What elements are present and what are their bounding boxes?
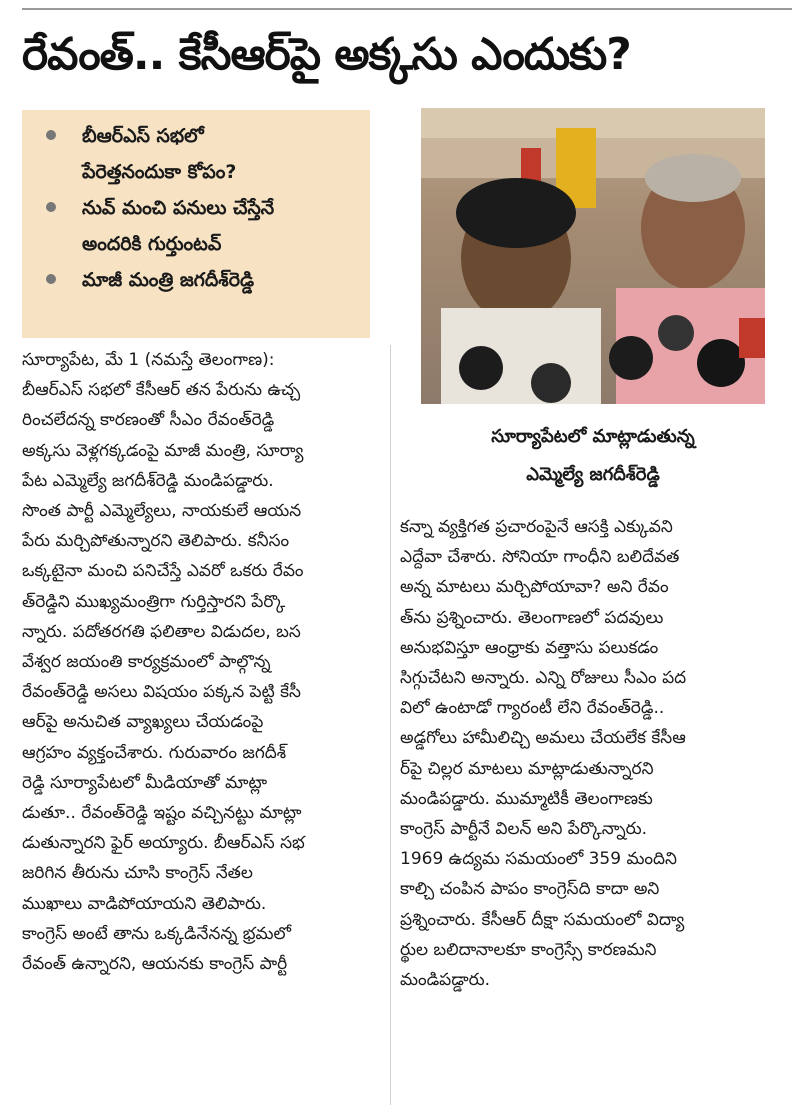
bullet-icon: [46, 274, 56, 284]
text-line: విలో ఉంటాడో గ్యారంటీ లేని రేవంత్‌రెడ్డి..: [400, 698, 665, 719]
highlight-line: పేరెత్తనందుకా కోపం?: [82, 161, 237, 183]
text-line: డుతున్నారని ఫైర్ అయ్యారు. బీఆర్ఎస్ సభ: [22, 833, 305, 854]
text-line: అడ్డగోలు హామీలిచ్చి అమలు చేయలేక కేసీఆ: [400, 728, 686, 749]
caption-line: సూర్యాపేటలో మాట్లాడుతున్న: [491, 426, 695, 447]
text-line: ఆర్‌పై అనుచిత వ్యాఖ్యలు చేయడంపై: [22, 712, 264, 733]
highlight-item: [36, 190, 360, 262]
text-line: పేరు మర్చిపోతున్నారని తెలిపారు. కనీసం: [22, 531, 290, 552]
text-line: ముఖాలు వాడిపోయాయని తెలిపారు.: [22, 893, 267, 914]
highlight-line: నువ్ మంచి పనులు చేస్తేనే: [82, 197, 275, 219]
text-line: ఎద్దేవా చేశారు. సోనియా గాంధీని బలిదేవత: [400, 547, 680, 568]
text-line: మండిపడ్డారు.: [400, 970, 490, 991]
text-line: అన్న మాటలు మర్చిపోయావా? అని రేవం: [400, 577, 669, 598]
text-line: కాల్చి చంపిన పాపం కాంగ్రెస్‌ది కాదా అని: [400, 879, 660, 900]
bullet-icon: [46, 130, 56, 140]
text-line: త్‌ను ప్రశ్నించారు. తెలంగాణలో పదవులు: [400, 607, 664, 628]
text-line: కాంగ్రెస్ అంటే తాను ఒక్కడినేనన్న భ్రమలో: [22, 923, 292, 944]
text-line: త్‌రెడ్డిని ముఖ్యమంత్రిగా గుర్తిస్తారని పేర్కొ: [22, 591, 286, 612]
text-line: సూర్యాపేట, మే 1 (నమస్తే తెలంగాణ):: [22, 350, 275, 370]
text-line: ర్థుల బలిదానాలకూ కాంగ్రెస్సే కారణమని: [400, 939, 657, 960]
text-line: ఒక్కటైనా మంచి పనిచేస్తే ఎవరో ఒకరు రేవం: [22, 561, 304, 582]
text-line: అక్కసు వెళ్లగక్కడంపై మాజీ మంత్రి, సూర్యా: [22, 440, 304, 461]
text-line: మండిపడ్డారు. ముమ్మాటికీ తెలంగాణకు: [400, 788, 653, 809]
text-line: రెడ్డి సూర్యాపేటలో మీడియాతో మాట్లా: [22, 772, 268, 793]
text-line: సొంత పార్టీ ఎమ్మెల్యేలు, నాయకులే ఆయన: [22, 501, 302, 522]
highlight-line: మాజీ మంత్రి జగదీశ్‌రెడ్డి: [82, 269, 255, 291]
article-column-left: [22, 345, 382, 979]
text-line: 1969 ఉద్యమ సమయంలో 359 మందిని: [400, 849, 677, 870]
text-line: కాంగ్రెస్ పార్టీనే విలన్ అని పేర్కొన్నారు.: [400, 819, 647, 840]
photo-caption: [421, 418, 765, 498]
text-line: అనుభవిస్తూ ఆంధ్రాకు వత్తాసు పలుకడం: [400, 637, 659, 658]
article-column-right: [400, 512, 768, 995]
text-line: వేశ్వర జయంతి కార్యక్రమంలో పాల్గొన్న: [22, 652, 271, 673]
photo-illustration: [421, 108, 765, 404]
top-rule: [22, 8, 792, 10]
highlights-box: [22, 110, 370, 338]
text-line: సిగ్గుచేటని అన్నారు. ఎన్ని రోజులు సీఎం పద: [400, 668, 687, 689]
highlight-item: [36, 262, 360, 298]
text-line: రించలేదన్న కారణంతో సీఎం రేవంత్‌రెడ్డి: [22, 410, 275, 431]
text-line: కన్నా వ్యక్తిగత ప్రచారంపైనే ఆసక్తి ఎక్కువని: [400, 517, 673, 537]
highlight-line: అందరికి గుర్తుంటవ్: [82, 233, 222, 255]
text-line: పేట ఎమ్మెల్యే జగదీశ్‌రెడ్డి మండిపడ్డారు.: [22, 470, 274, 491]
text-line: రేవంత్ ఉన్నారని, ఆయనకు కాంగ్రెస్ పార్టీ: [22, 954, 288, 975]
text-line: ప్రశ్నించారు. కేసీఆర్ దీక్షా సమయంలో విద్యా: [400, 909, 685, 930]
text-line: రేవంత్‌రెడ్డి అసలు విషయం పక్కన పెట్టి కేసీ: [22, 682, 301, 703]
highlight-item: [36, 118, 360, 190]
highlight-line: బీఆర్ఎస్ సభలో: [82, 125, 204, 147]
text-line: బీఆర్ఎస్ సభలో కేసీఆర్ తన పేరును ఉచ్చ: [22, 380, 301, 401]
news-photo: [421, 108, 765, 404]
text-line: ఆగ్రహం వ్యక్తంచేశారు. గురువారం జగదీశ్: [22, 742, 287, 763]
text-line: ర్‌పై చిల్లర మాటలు మాట్లాడుతున్నారని: [400, 758, 654, 779]
text-line: న్నారు. పదోతరగతి ఫలితాల విడుదల, బస: [22, 621, 301, 642]
caption-line: ఎమ్మెల్యే జగదీశ్‌రెడ్డి: [526, 464, 660, 485]
column-divider: [390, 345, 391, 1105]
text-line: డుతూ.. రేవంత్‌రెడ్డి ఇష్టం వచ్చినట్టు మాట్లా: [22, 803, 302, 824]
bullet-icon: [46, 202, 56, 212]
text-line: జరిగిన తీరును చూసి కాంగ్రెస్ నేతల: [22, 863, 253, 884]
headline: రేవంత్.. కేసీఆర్‌పై అక్కసు ఎందుకు?: [22, 29, 631, 80]
